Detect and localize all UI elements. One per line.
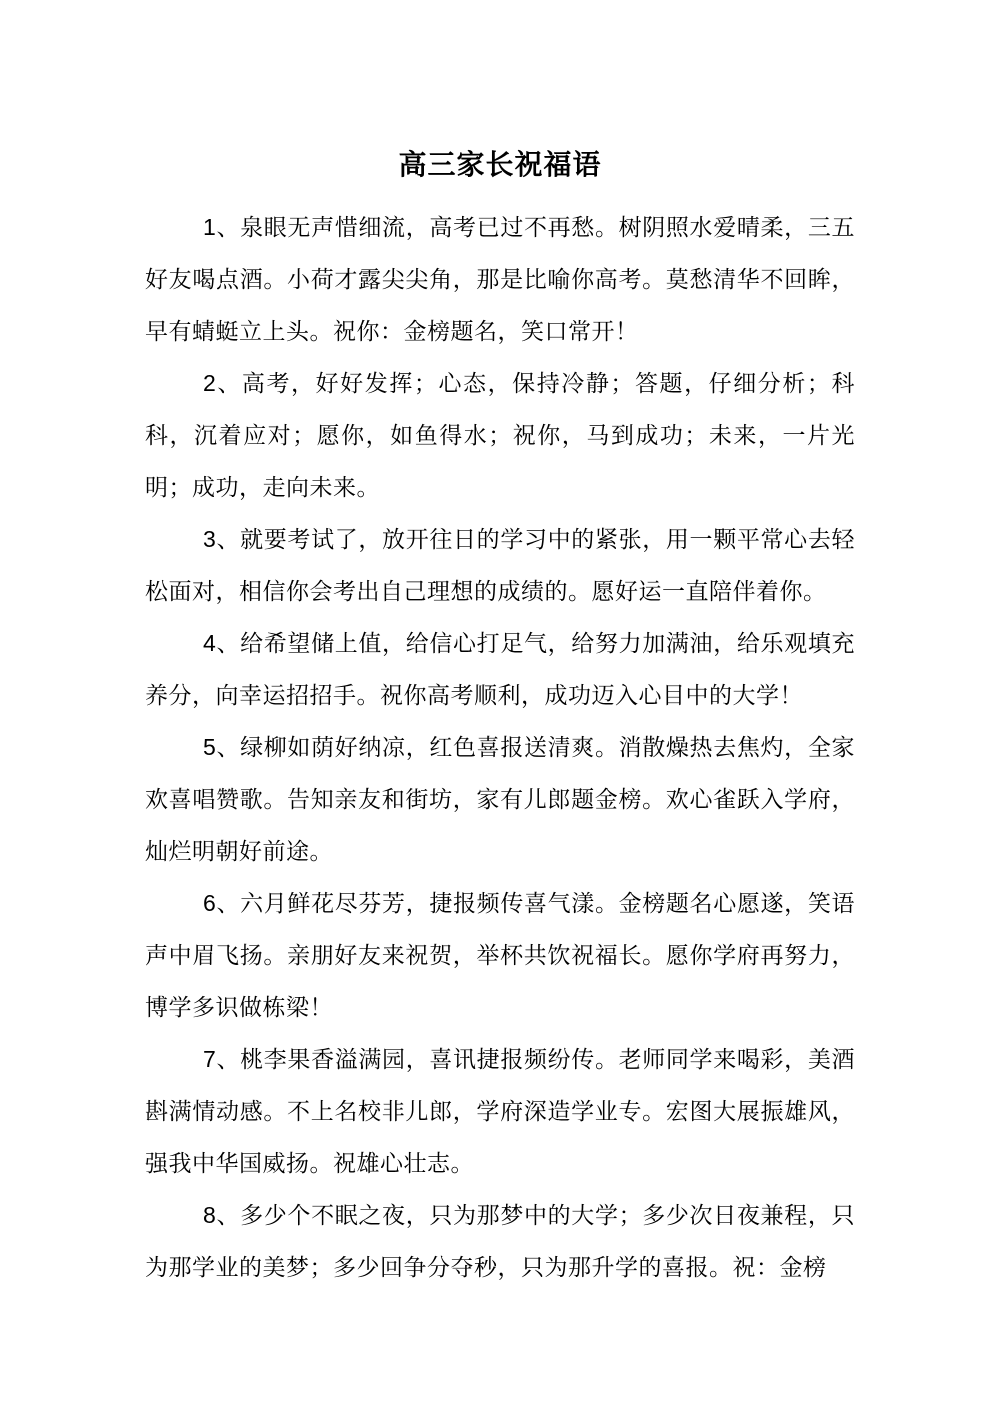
paragraph-8: 8、多少个不眠之夜，只为那梦中的大学；多少次日夜兼程，只为那学业的美梦；多少回争分夺秒，只为那升学的喜报。祝：金榜 <box>145 1202 855 1280</box>
document-title: 高三家长祝福语 <box>398 149 602 180</box>
paragraph-4: 4、给希望储上值，给信心打足气，给努力加满油，给乐观填充养分，向幸运招招手。祝你高考顺利，成功迈入心目中的大学！ <box>145 630 855 708</box>
paragraph-3: 3、就要考试了，放开往日的学习中的紧张，用一颗平常心去轻松面对，相信你会考出自己理想的成绩的。愿好运一直陪伴着你。 <box>145 526 855 604</box>
paragraph-6: 6、六月鲜花尽芬芳，捷报频传喜气漾。金榜题名心愿遂，笑语声中眉飞扬。亲朋好友来祝贺，举杯共饮祝福长。愿你学府再努力，博学多识做栋梁！ <box>145 890 855 1020</box>
document-body <box>145 201 855 1293</box>
paragraph-7: 7、桃李果香溢满园，喜讯捷报频纷传。老师同学来喝彩，美酒斟满情动感。不上名校非儿郎，学府深造学业专。宏图大展振雄风，强我中华国威扬。祝雄心壮志。 <box>145 1046 855 1176</box>
paragraph-5: 5、绿柳如荫好纳凉，红色喜报送清爽。消散燥热去焦灼，全家欢喜唱赞歌。告知亲友和街坊，家有儿郎题金榜。欢心雀跃入学府，灿烂明朝好前途。 <box>145 734 855 864</box>
paragraph-2: 2、高考，好好发挥；心态，保持冷静；答题，仔细分析；科科，沉着应对；愿你，如鱼得水；祝你，马到成功；未来，一片光明；成功，走向未来。 <box>145 370 855 500</box>
paragraph-1: 1、泉眼无声惜细流，高考已过不再愁。树阴照水爱晴柔，三五好友喝点酒。小荷才露尖尖角，那是比喻你高考。莫愁清华不回眸，早有蜻蜓立上头。祝你：金榜题名，笑口常开！ <box>145 214 855 344</box>
